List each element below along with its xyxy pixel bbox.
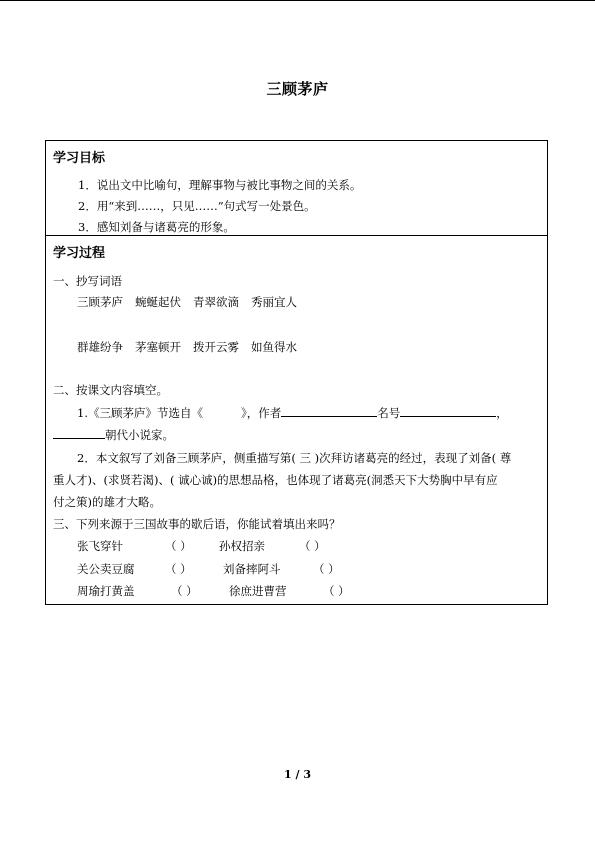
answer-blank[interactable]: （ ） <box>313 562 340 576</box>
xiehouyu-row <box>77 539 326 553</box>
answer-blank[interactable]: （ ） <box>299 539 326 553</box>
word-row-2 <box>77 340 297 354</box>
word: 三顾茅庐 <box>77 295 123 309</box>
q1-text: 名号 <box>377 406 401 420</box>
question-2-line1: 2．本文叙写了刘备三顾茅庐，侧重描写第( 三 )次拜访诸葛亮的经过，表现了刘备( 尊 <box>77 451 512 465</box>
objective-item: 2．用“来到……，只见……”句式写一处景色。 <box>78 199 316 213</box>
objectives-box <box>45 140 548 236</box>
question-2-line3: 付之策)的雄才大略。 <box>53 495 161 509</box>
objective-item: 3．感知刘备与诸葛亮的形象。 <box>78 220 235 234</box>
top-rule <box>0 0 595 1</box>
process-heading: 学习过程 <box>53 246 106 261</box>
xiehouyu-phrase: 徐庶进曹营 <box>229 584 287 598</box>
word: 如鱼得水 <box>251 340 297 354</box>
xiehouyu-phrase: 周瑜打黄盖 <box>77 584 135 598</box>
name-blank[interactable] <box>400 405 496 417</box>
q1-text: 朝代小说家。 <box>105 428 174 442</box>
dynasty-blank[interactable] <box>53 427 105 439</box>
answer-blank[interactable]: （ ） <box>323 584 350 598</box>
word: 群雄纷争 <box>77 340 123 354</box>
q1-text: 》，作者 <box>240 406 282 420</box>
word: 拨开云雾 <box>193 340 239 354</box>
word: 秀丽宜人 <box>251 295 297 309</box>
word: 青翠欲滴 <box>193 295 239 309</box>
page-title: 三顾茅庐 <box>266 80 329 98</box>
section3-label: 三、下列来源于三国故事的歇后语，你能试着填出来吗？ <box>53 517 341 531</box>
question-1-cont <box>53 427 174 442</box>
word-row-1 <box>77 295 297 309</box>
word: 茅塞顿开 <box>135 340 181 354</box>
answer-blank[interactable]: （ ） <box>165 539 192 553</box>
question-1 <box>77 405 508 420</box>
answer-blank[interactable]: （ ） <box>165 562 192 576</box>
q1-text: 1.《三顾茅庐》节选自《 <box>77 406 203 420</box>
answer-blank[interactable]: （ ） <box>171 584 198 598</box>
q1-text: ， <box>496 406 508 420</box>
author-blank[interactable] <box>281 405 377 417</box>
question-2-line2: 重人才)、(求贤若渴)、( 诚心诚)的思想品格，也体现了诸葛亮(洞悉天下大势胸中早有应 <box>53 473 498 487</box>
xiehouyu-phrase: 孙权招亲 <box>219 539 265 553</box>
objective-item: 1．说出文中比喻句，理解事物与被比事物之间的关系。 <box>78 178 362 192</box>
section2-label: 二、按课文内容填空。 <box>53 383 168 397</box>
word: 蜿蜒起伏 <box>135 295 181 309</box>
xiehouyu-phrase: 张飞穿针 <box>77 539 123 553</box>
section1-label: 一、抄写词语 <box>53 274 122 288</box>
xiehouyu-phrase: 关公卖豆腐 <box>77 562 135 576</box>
page-number: 1 / 3 <box>284 768 311 781</box>
xiehouyu-row <box>77 584 350 598</box>
process-box <box>45 236 548 605</box>
xiehouyu-phrase: 刘备摔阿斗 <box>223 562 281 576</box>
xiehouyu-row <box>77 562 340 576</box>
objectives-heading: 学习目标 <box>53 151 106 166</box>
